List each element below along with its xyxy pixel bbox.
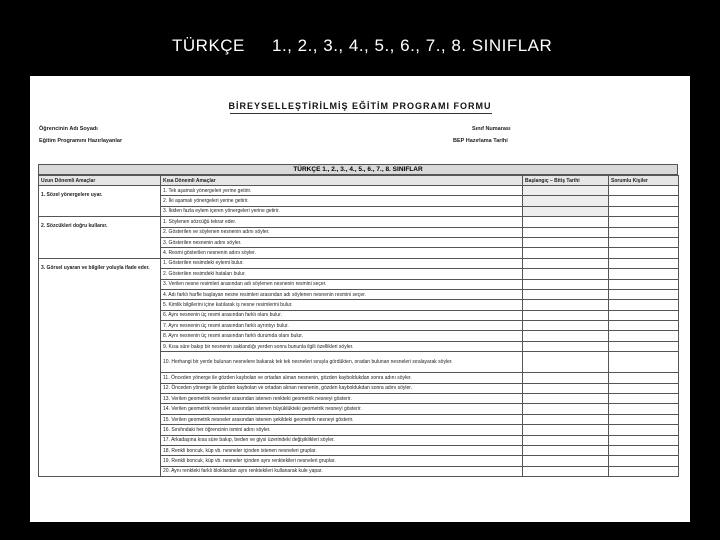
short-term-objective: 8. Aynı nesnenin üç resmi arasından farklı durumda olanı bulur.	[161, 331, 523, 341]
dates-cell	[523, 196, 609, 206]
short-term-objective: 3. İkiden fazla eylem içeren yönergeleri yerine getirir.	[161, 206, 523, 216]
short-term-objective: 1. Gösterilen resimdeki eylemi bulur.	[161, 258, 523, 268]
table-row	[39, 217, 679, 227]
responsible-cell	[609, 248, 679, 258]
responsible-cell	[609, 414, 679, 424]
responsible-cell	[609, 466, 679, 476]
dates-cell	[523, 341, 609, 351]
responsible-cell	[609, 321, 679, 331]
class-number-label: Sınıf Numarası	[472, 126, 511, 132]
responsible-cell	[609, 352, 679, 373]
short-term-objective: 4. Resmi gösterilen nesnenin adını söyler.	[161, 248, 523, 258]
short-term-objective: 11. Önceden yönerge ile gözden kaybolan ve ortadan alınan nesnenin, gözden kayboldukdan sonra adını söyler.	[161, 373, 523, 383]
short-term-objective: 18. Renkli boncuk, küp vb. nesneler içinden istenen nesneleri gruplar.	[161, 445, 523, 455]
dates-cell	[523, 248, 609, 258]
table-row	[39, 258, 679, 268]
short-term-objective: 19. Renkli boncuk, küp vb. nesneler içinden aynı renktekileri nesneleri gruplar.	[161, 456, 523, 466]
dates-cell	[523, 331, 609, 341]
responsible-cell	[609, 341, 679, 351]
responsible-cell	[609, 435, 679, 445]
long-term-goal: 3. Görsel uyaran ve bilgiler yoluyla ifade eder.	[39, 258, 161, 476]
dates-cell	[523, 456, 609, 466]
subject-band: TÜRKÇE 1., 2., 3., 4., 5., 6., 7., 8. SINIFLAR	[38, 164, 678, 175]
dates-cell	[523, 445, 609, 455]
short-term-objective: 1. Tek aşamalı yönergeleri yerine getirir.	[161, 186, 523, 196]
dates-cell	[523, 227, 609, 237]
responsible-cell	[609, 300, 679, 310]
responsible-cell	[609, 196, 679, 206]
responsible-cell	[609, 217, 679, 227]
prepared-by-label: Eğitim Programını Hazırlayanlar	[39, 138, 123, 144]
dates-cell	[523, 321, 609, 331]
dates-cell	[523, 300, 609, 310]
responsible-cell	[609, 425, 679, 435]
dates-cell	[523, 383, 609, 393]
responsible-cell	[609, 227, 679, 237]
table-body	[39, 186, 679, 477]
responsible-cell	[609, 269, 679, 279]
slide-title-subject: TÜRKÇE	[172, 36, 245, 55]
responsible-cell	[609, 237, 679, 247]
slide-title-grades: 1., 2., 3., 4., 5., 6., 7., 8. SINIFLAR	[272, 36, 553, 55]
short-term-objective: 10. Herhangi bir yerde bulunan nesnelere bakarak tek tek nesneleri sırayla gördükten, oradan bulunan nesneleri sıralayarak söyler.	[161, 352, 523, 373]
dates-cell	[523, 394, 609, 404]
responsible-cell	[609, 394, 679, 404]
dates-cell	[523, 279, 609, 289]
short-term-objective: 9. Kısa süre bakıp bir nesnenin saklandığı yerden sonra bununla ilgili özellikleri söyler.	[161, 341, 523, 351]
short-term-objective: 2. Gösterilen resimdeki hataları bulur.	[161, 269, 523, 279]
form-title-underline	[230, 113, 492, 114]
dates-cell	[523, 186, 609, 196]
long-term-goal: 1. Sözel yönergelere uyar.	[39, 186, 161, 217]
short-term-objective: 7. Aynı nesnenin üç resmi arasından farklı ayrıntıyı bulur.	[161, 321, 523, 331]
header-responsible: Sorumlu Kişiler	[609, 176, 679, 186]
dates-cell	[523, 258, 609, 268]
short-term-objective: 14. Verilen geometrik nesneler arasından istenen büyüklükteki geometrik nesneyi gösterir.	[161, 404, 523, 414]
short-term-objective: 2. İki aşamalı yönergeleri yerine getirir.	[161, 196, 523, 206]
header-long-term: Uzun Dönemli Amaçlar	[39, 176, 161, 186]
short-term-objective: 3. Gösterilen nesnenin adını söyler.	[161, 237, 523, 247]
dates-cell	[523, 404, 609, 414]
goals-table	[38, 175, 679, 477]
dates-cell	[523, 206, 609, 216]
responsible-cell	[609, 331, 679, 341]
responsible-cell	[609, 186, 679, 196]
responsible-cell	[609, 383, 679, 393]
header-dates: Başlangıç – Bitiş Tarihi	[523, 176, 609, 186]
responsible-cell	[609, 279, 679, 289]
dates-cell	[523, 373, 609, 383]
short-term-objective: 15. Verilen geometrik nesneler arasından istenen şekildeki geometrik nesneyi gösterir.	[161, 414, 523, 424]
student-name-label: Öğrencinin Adı Soyadı	[39, 126, 98, 132]
dates-cell	[523, 352, 609, 373]
responsible-cell	[609, 445, 679, 455]
form-document	[30, 76, 690, 522]
short-term-objective: 12. Önceden yönerge ile gözden kaybolan ve ortadan alınan nesnenin, gözden kayboldukdan sonra adını söyler.	[161, 383, 523, 393]
date-label: BEP Hazırlama Tarihi	[453, 138, 508, 144]
short-term-objective: 5. Kimlik bilgilerini içine katılarak iş nesne resimlerini bulur.	[161, 300, 523, 310]
form-title: BİREYSELLEŞTİRİLMİŞ EĞİTİM PROGRAMI FORMU	[228, 101, 492, 111]
short-term-objective: 4. Adı farklı harfle başlayan nesne resimleri arasından adı söylenen nesnenin resmini seçer.	[161, 289, 523, 299]
short-term-objective: 3. Verilen nesne resimleri arasından adı söylenen nesnenin resmini seçer.	[161, 279, 523, 289]
responsible-cell	[609, 456, 679, 466]
responsible-cell	[609, 404, 679, 414]
dates-cell	[523, 310, 609, 320]
short-term-objective: 2. Gösterilen ve söylenen nesnenin adını söyler.	[161, 227, 523, 237]
responsible-cell	[609, 310, 679, 320]
responsible-cell	[609, 373, 679, 383]
short-term-objective: 16. Sınıfındaki her öğrencinin ismini adını söyler.	[161, 425, 523, 435]
dates-cell	[523, 425, 609, 435]
dates-cell	[523, 217, 609, 227]
responsible-cell	[609, 258, 679, 268]
short-term-objective: 6. Aynı nesnenin üç resmi arasından farklı olanı bulur.	[161, 310, 523, 320]
short-term-objective: 13. Verilen geometrik nesneler arasından istenen renkteki geometrik nesneyi gösterir.	[161, 394, 523, 404]
table-header-row	[39, 176, 679, 186]
short-term-objective: 20. Aynı renkteki farklı bloklardan aynı renktekileri kullanarak kule yapar.	[161, 466, 523, 476]
long-term-goal: 2. Sözcükleri doğru kullanır.	[39, 217, 161, 259]
dates-cell	[523, 237, 609, 247]
dates-cell	[523, 289, 609, 299]
table-row	[39, 186, 679, 196]
dates-cell	[523, 466, 609, 476]
dates-cell	[523, 269, 609, 279]
short-term-objective: 17. Arkadaşına kısa süre bakıp, beden ve giysi üzerindeki değişiklikleri söyler.	[161, 435, 523, 445]
header-short-term: Kısa Dönemli Amaçlar	[161, 176, 523, 186]
responsible-cell	[609, 289, 679, 299]
dates-cell	[523, 414, 609, 424]
short-term-objective: 1. Söylenen sözcüğü tekrar eder.	[161, 217, 523, 227]
responsible-cell	[609, 206, 679, 216]
dates-cell	[523, 435, 609, 445]
